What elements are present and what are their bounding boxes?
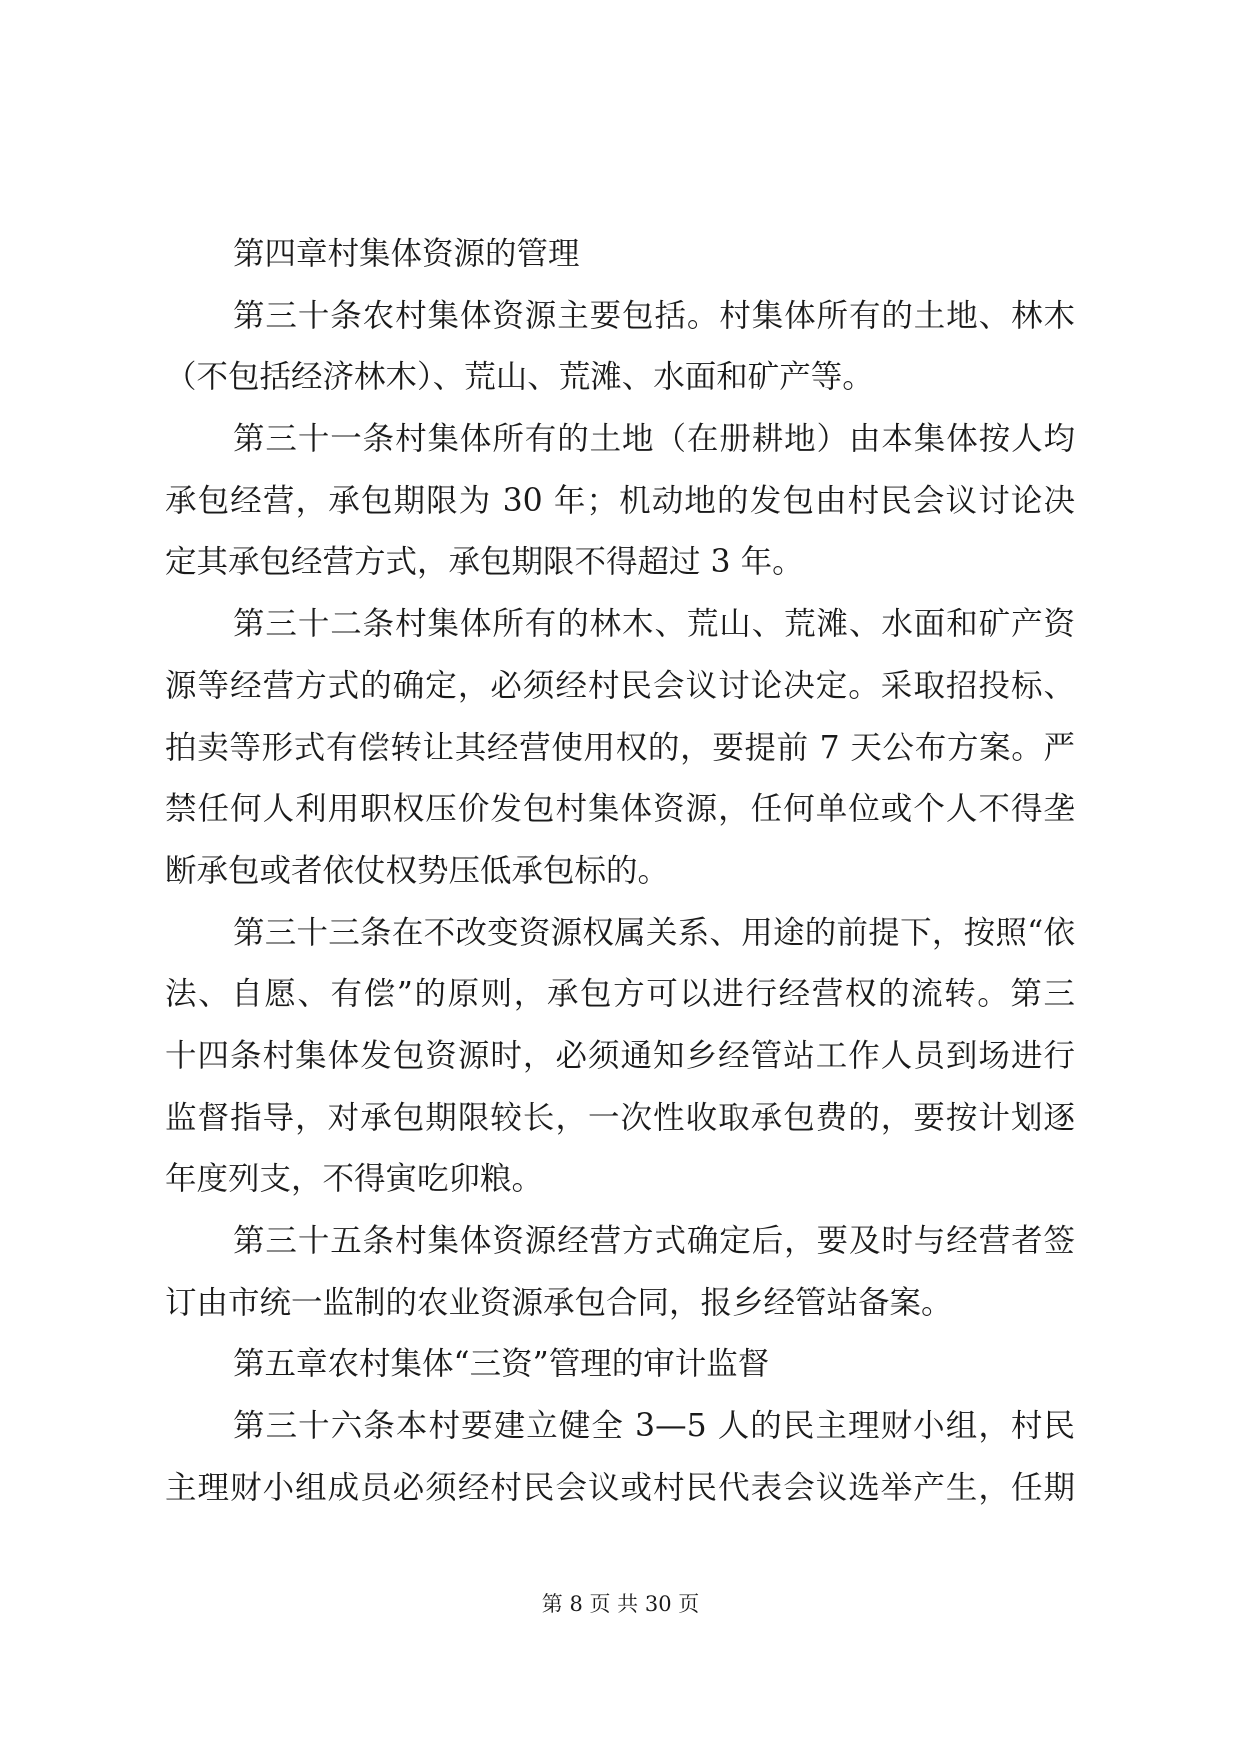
text-line: 定其承包经营方式，承包期限不得超过 3 年。: [165, 544, 804, 581]
text-line: 第三十六条本村要建立健全 3—5 人的民主理财小组，村民: [233, 1408, 1075, 1445]
text-line: 断承包或者依仗权势压低承包标的。: [165, 852, 670, 889]
text-line: （不包括经济林木）、荒山、荒滩、水面和矿产等。: [165, 359, 874, 396]
text-line: 第三十五条村集体资源经营方式确定后，要及时与经营者签: [233, 1223, 1075, 1259]
body-text: [165, 224, 1075, 1519]
text-line: 拍卖等形式有偿转让其经营使用权的，要提前 7 天公布方案。严: [165, 729, 1075, 766]
chapter-heading: 第五章农村集体“三资”管理的审计监督: [233, 1346, 770, 1383]
text-line: 监督指导，对承包期限较长，一次性收取承包费的，要按计划逐: [165, 1099, 1075, 1136]
text-line: 源等经营方式的确定，必须经村民会议讨论决定。采取招投标、: [165, 667, 1075, 704]
text-line: 第三十三条在不改变资源权属关系、用途的前提下，按照“依: [233, 914, 1075, 951]
page-number-footer: 第 8 页 共 30 页: [541, 1592, 700, 1616]
text-line: 第三十二条村集体所有的林木、荒山、荒滩、水面和矿产资: [233, 606, 1075, 643]
text-line: 法、自愿、有偿”的原则，承包方可以进行经营权的流转。第三: [165, 976, 1075, 1013]
text-line: 十四条村集体发包资源时，必须通知乡经管站工作人员到场进行: [165, 1037, 1075, 1074]
text-line: 第三十条农村集体资源主要包括。村集体所有的土地、林木: [233, 297, 1075, 334]
chapter-heading: 第四章村集体资源的管理: [233, 236, 580, 272]
text-line: 第三十一条村集体所有的土地（在册耕地）由本集体按人均: [233, 421, 1075, 458]
text-line: 订由市统一监制的农业资源承包合同，报乡经管站备案。: [165, 1284, 953, 1321]
text-line: 禁任何人利用职权压价发包村集体资源，任何单位或个人不得垄: [165, 791, 1075, 828]
text-line: 主理财小组成员必须经村民会议或村民代表会议选举产生，任期: [165, 1469, 1075, 1506]
text-line: 年度列支，不得寅吃卯粮。: [165, 1161, 544, 1198]
text-line: 承包经营，承包期限为 30 年；机动地的发包由村民会议讨论决: [165, 482, 1075, 519]
